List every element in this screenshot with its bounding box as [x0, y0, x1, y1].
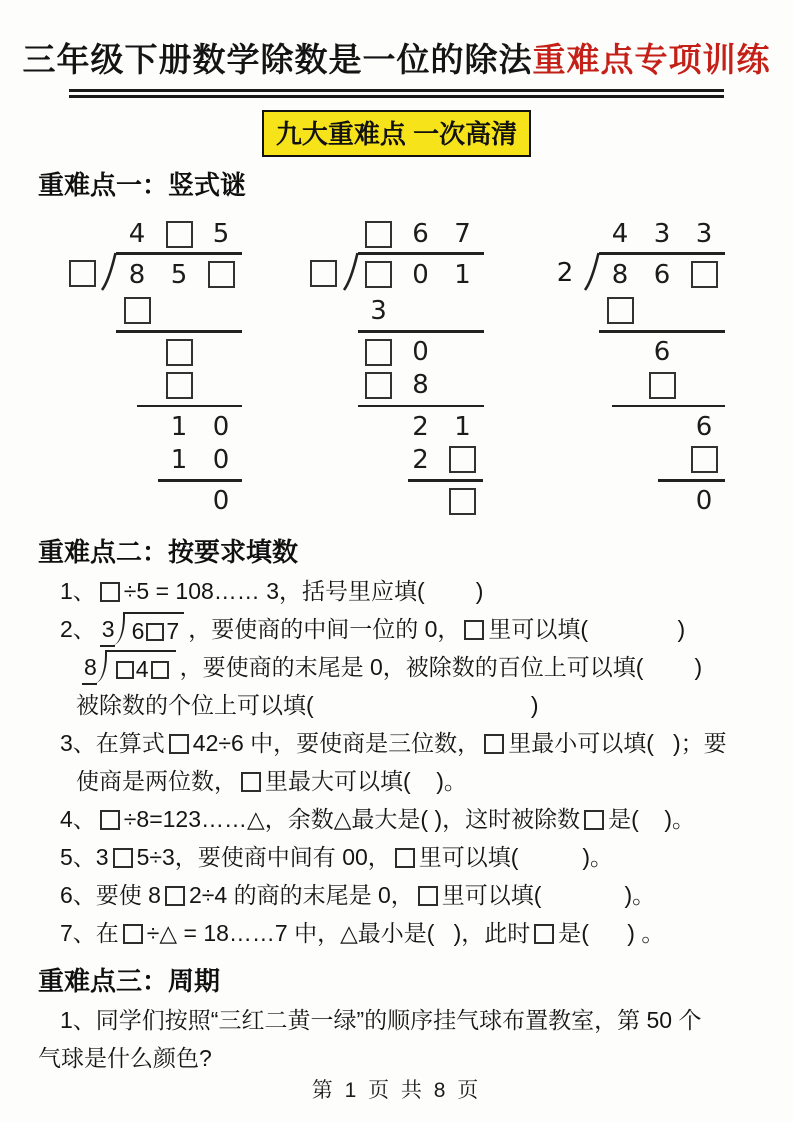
division-bracket-icon	[102, 252, 116, 294]
question-text: 7、在	[60, 920, 119, 947]
division-bracket-icon	[585, 252, 599, 294]
dividend-row	[62, 252, 242, 294]
blank-box	[100, 810, 120, 830]
blank-box	[395, 848, 415, 868]
digit-cell: 3	[695, 219, 713, 249]
empty-cell	[116, 485, 158, 518]
empty-cell	[358, 443, 400, 476]
question-text: 42÷6 中，要使商是三位数，	[192, 730, 481, 757]
digit-cell: 0	[412, 337, 429, 367]
question-text: 里最小可以填( )；要	[508, 730, 727, 757]
subtraction-line	[599, 330, 725, 333]
question-text: 气球是什么颜色?	[38, 1045, 212, 1072]
question-text: 里最大可以填( )。	[265, 768, 467, 795]
empty-cell	[358, 485, 400, 518]
empty-cell	[158, 485, 200, 518]
blank-box-cell	[116, 294, 158, 327]
question-line	[38, 915, 755, 953]
division-bracket-icon	[115, 612, 125, 647]
empty-cell	[200, 369, 242, 402]
digit-cell: 8	[128, 259, 146, 290]
question-text: 4、	[60, 806, 96, 833]
section-one-heading: 重难点一：竖式谜	[38, 170, 247, 200]
empty-cell	[599, 336, 641, 369]
highlight-badge: 九大重难点 一次高清	[262, 110, 531, 157]
digit-cell: 4	[128, 219, 146, 249]
blank-box-cell	[442, 485, 484, 518]
badge-row	[0, 110, 793, 157]
empty-cell	[116, 369, 158, 402]
long-division-expression	[82, 650, 176, 685]
blank-box	[146, 623, 164, 641]
blank-box-cell	[158, 369, 200, 402]
long-division-expression	[100, 612, 184, 647]
dividend-row	[304, 252, 484, 294]
blank-box	[166, 372, 193, 399]
empty-cell	[641, 294, 683, 327]
empty-cell	[116, 336, 158, 369]
page-title-black: 三年级下册数学除数是一位的除法	[22, 41, 533, 78]
blank-box-cell	[358, 336, 400, 369]
divisor-cell	[62, 252, 102, 294]
footer-page-indicator: 第 1 页 共 8 页	[311, 1079, 482, 1102]
blank-box	[365, 339, 392, 366]
digit-cell: 1	[170, 411, 188, 442]
empty-cell	[599, 369, 641, 402]
work-row	[545, 336, 725, 369]
digit-cell: 6	[412, 219, 429, 249]
blank-box	[365, 221, 392, 248]
blank-box	[166, 339, 193, 366]
work-row	[62, 485, 242, 518]
empty-cell	[158, 294, 200, 327]
question-line	[38, 725, 755, 763]
blank-box-cell	[358, 255, 400, 294]
blank-box	[241, 772, 261, 792]
dividend-digit: 4	[135, 656, 149, 683]
question-line	[38, 573, 755, 611]
digit-cell: 0	[412, 259, 429, 290]
dividend-digit: 7	[166, 618, 180, 645]
blank-box	[169, 734, 189, 754]
empty-cell	[358, 410, 400, 443]
blank-box	[69, 260, 96, 287]
work-row	[62, 294, 242, 327]
digit-cell: 2	[412, 444, 429, 475]
question-line	[38, 839, 755, 877]
digit-cell: 6	[653, 337, 671, 367]
question-text: 里可以填( )	[488, 616, 686, 643]
digit-cell: 4	[611, 219, 629, 249]
dividend-cells	[358, 252, 484, 294]
question-text: 被除数的个位上可以填( )	[76, 692, 539, 719]
long-division-puzzle	[62, 216, 242, 518]
work-row	[304, 443, 484, 476]
empty-cell	[116, 443, 158, 476]
section-three-questions	[38, 1002, 755, 1078]
question-line	[38, 801, 755, 839]
question-text: ，要使商的中间一位的 0，	[188, 616, 461, 643]
question-text: ÷△ = 18……7 中，△最小是( )，此时	[146, 920, 531, 947]
divisor: 8	[82, 650, 97, 685]
question-text: 6、要使 8	[60, 882, 161, 909]
work-row	[304, 410, 484, 443]
question-text: 3、在算式	[60, 730, 165, 757]
digit-cell: 0	[212, 444, 230, 475]
question-text: 5÷3，要使商中间有 00，	[136, 844, 391, 871]
digit-cell: 1	[454, 259, 471, 290]
blank-box	[649, 372, 676, 399]
digit-cell: 3	[370, 295, 387, 326]
blank-box	[691, 261, 718, 288]
digit-cell: 2	[412, 411, 429, 442]
blank-box-cell	[641, 369, 683, 402]
blank-box	[100, 582, 120, 602]
blank-box	[464, 620, 484, 640]
page-content	[0, 165, 793, 1078]
question-text: 里可以填( )。	[418, 844, 614, 871]
question-text: 是( )。	[608, 806, 695, 833]
section-two-heading: 重难点二：按要求填数	[38, 536, 299, 567]
empty-cell	[641, 485, 683, 518]
division-bracket-icon	[344, 252, 358, 294]
work-row	[304, 369, 484, 402]
quotient-row	[545, 216, 725, 252]
subtraction-line	[116, 330, 242, 333]
digit-cell: 6	[653, 259, 671, 290]
question-text: 2、	[60, 616, 96, 643]
work-row	[62, 336, 242, 369]
blank-box	[151, 661, 169, 679]
subtraction-line	[358, 405, 484, 408]
division-bracket-icon	[97, 650, 107, 685]
dividend-row	[545, 252, 725, 294]
empty-cell	[641, 443, 683, 476]
blank-box-cell	[358, 369, 400, 402]
work-row	[545, 369, 725, 402]
blank-box-cell	[683, 255, 725, 294]
blank-box	[607, 297, 634, 324]
blank-box	[166, 221, 193, 248]
long-division-puzzle	[304, 216, 484, 518]
digit-cell: 5	[170, 259, 188, 290]
empty-cell	[683, 336, 725, 369]
digit-cell: 0	[212, 411, 230, 442]
digit-cell: 3	[653, 219, 671, 249]
empty-cell	[400, 485, 442, 518]
blank-box	[534, 924, 554, 944]
work-row	[545, 294, 725, 327]
empty-cell	[200, 294, 242, 327]
section-two-questions	[38, 573, 755, 953]
empty-cell	[641, 410, 683, 443]
digit-cell: 8	[412, 370, 429, 400]
blank-box-cell	[158, 336, 200, 369]
blank-box	[208, 261, 235, 288]
digit-cell: 8	[611, 259, 629, 290]
work-row	[304, 485, 484, 518]
double-rule-divider	[69, 89, 724, 98]
digit-cell: 1	[170, 444, 188, 475]
subtraction-line	[408, 479, 484, 482]
question-text: 1、	[60, 578, 96, 605]
dividend-cells	[599, 252, 725, 294]
empty-cell	[200, 336, 242, 369]
subtraction-line	[658, 479, 725, 482]
subtraction-line	[612, 405, 725, 408]
page-title-red: 重难点专项训练	[532, 41, 771, 78]
digit-cell: 0	[695, 486, 713, 516]
work-row	[304, 336, 484, 369]
question-text: ÷5 = 108…… 3，括号里应填( )	[123, 578, 484, 605]
empty-cell	[599, 410, 641, 443]
question-line	[38, 1040, 755, 1078]
empty-cell	[442, 336, 484, 369]
blank-box-cell	[158, 216, 200, 252]
blank-box	[365, 261, 392, 288]
section-three-heading: 重难点三：周期	[38, 965, 221, 996]
question-text: 2÷4 的商的末尾是 0，	[188, 882, 414, 909]
work-row	[62, 443, 242, 476]
question-text: 5、3	[60, 844, 109, 871]
divisor-cell	[304, 252, 344, 294]
question-text: 使商是两位数，	[76, 768, 237, 795]
empty-cell	[683, 294, 725, 327]
dividend	[125, 612, 185, 647]
question-line	[38, 687, 755, 725]
blank-box	[584, 810, 604, 830]
subtraction-line	[158, 479, 242, 482]
dividend	[107, 650, 176, 685]
empty-cell	[442, 294, 484, 327]
digit-cell: 6	[695, 411, 713, 442]
blank-box	[124, 297, 151, 324]
blank-box	[449, 446, 476, 473]
blank-box-cell	[683, 443, 725, 476]
blank-box	[449, 488, 476, 515]
work-row	[545, 443, 725, 476]
blank-box-cell	[200, 255, 242, 294]
empty-cell	[116, 410, 158, 443]
long-division-puzzles	[38, 206, 755, 524]
dividend-digit: 6	[131, 618, 145, 645]
blank-box	[484, 734, 504, 754]
blank-box	[418, 886, 438, 906]
question-text: ÷8=123……△，余数△最大是( )，这时被除数	[123, 806, 581, 833]
blank-box	[365, 372, 392, 399]
question-line	[38, 877, 755, 915]
blank-box-cell	[358, 216, 400, 252]
divisor-cell: 2	[556, 258, 574, 288]
work-row	[545, 485, 725, 518]
question-text: 里可以填( )。	[441, 882, 656, 909]
blank-box-cell	[442, 443, 484, 476]
blank-box	[310, 260, 337, 287]
question-line	[38, 649, 755, 687]
blank-box	[165, 886, 185, 906]
question-text: 是( ) 。	[558, 920, 665, 947]
blank-box	[691, 446, 718, 473]
question-text: ，要使商的末尾是 0，被除数的百位上可以填( )	[179, 654, 703, 681]
long-division-puzzle	[545, 216, 725, 518]
digit-cell: 7	[454, 219, 471, 249]
blank-box-cell	[599, 294, 641, 327]
empty-cell	[400, 294, 442, 327]
work-row	[545, 410, 725, 443]
question-line	[38, 1002, 755, 1040]
subtraction-line	[137, 405, 242, 408]
page-title	[0, 34, 793, 81]
empty-cell	[442, 369, 484, 402]
digit-cell: 0	[212, 486, 230, 516]
subtraction-line	[358, 330, 484, 333]
blank-box	[113, 848, 133, 868]
empty-cell	[683, 369, 725, 402]
question-line	[38, 763, 755, 801]
question-text: 1、同学们按照“三红二黄一绿”的顺序挂气球布置教室，第 50 个	[60, 1007, 702, 1034]
divisor: 3	[100, 612, 115, 647]
empty-cell	[599, 443, 641, 476]
quotient-row	[62, 216, 242, 252]
work-row	[62, 369, 242, 402]
work-row	[62, 410, 242, 443]
work-row	[304, 294, 484, 327]
empty-cell	[599, 485, 641, 518]
quotient-row	[304, 216, 484, 252]
blank-box	[123, 924, 143, 944]
digit-cell: 5	[212, 219, 230, 249]
blank-box	[116, 661, 134, 679]
dividend-cells	[116, 252, 242, 294]
digit-cell: 1	[454, 411, 471, 442]
question-line	[38, 611, 755, 649]
